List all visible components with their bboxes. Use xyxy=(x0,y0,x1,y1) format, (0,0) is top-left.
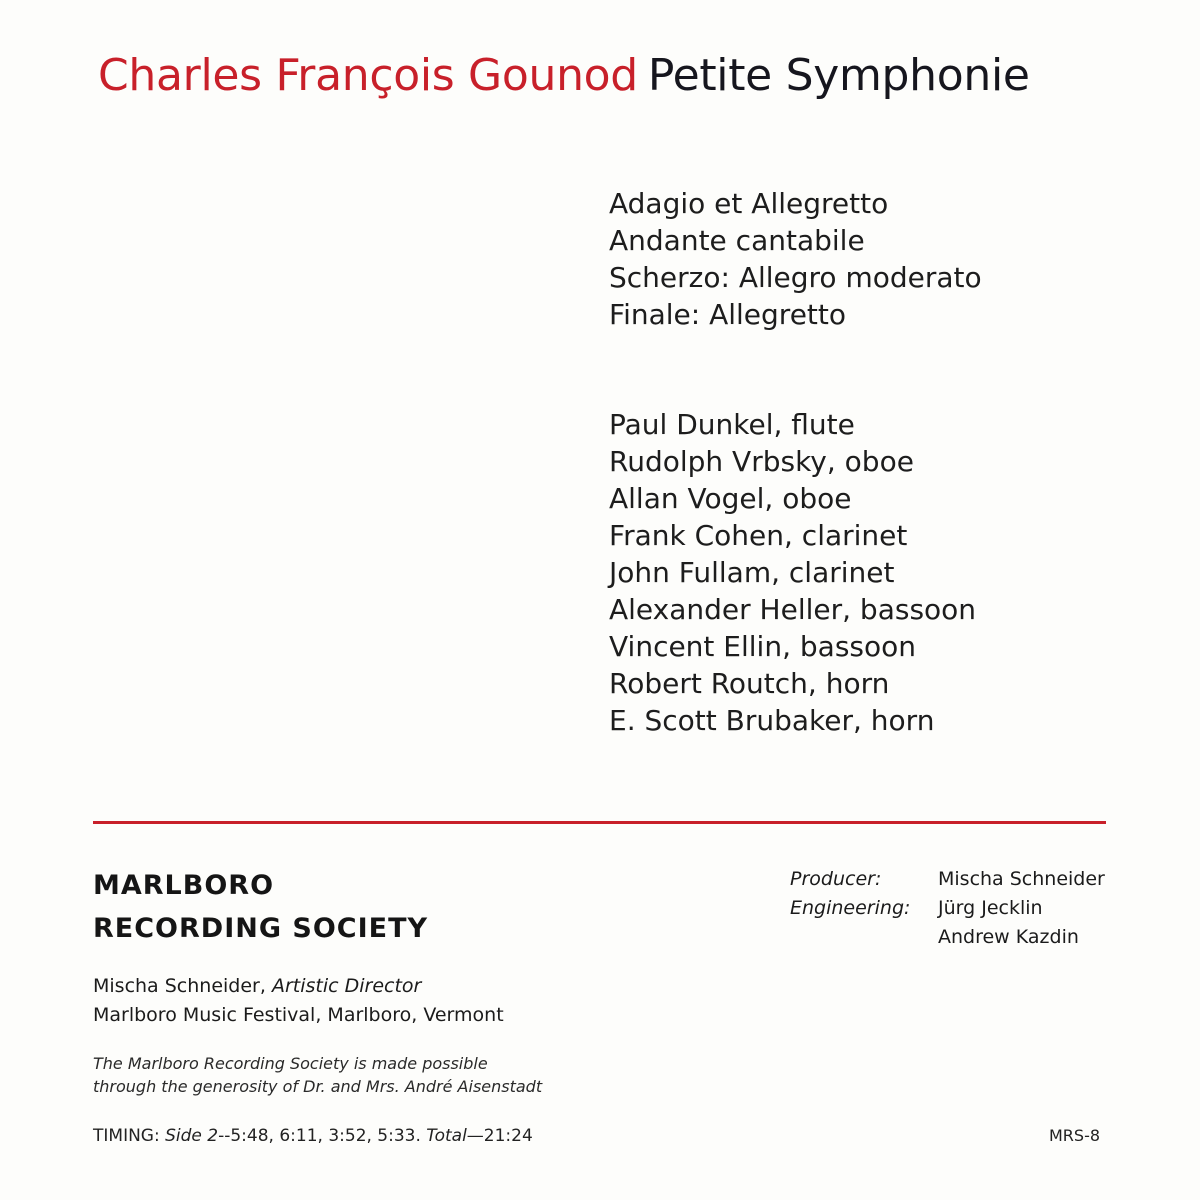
divider-rule xyxy=(93,821,1106,824)
society-name-line1: MARLBORO xyxy=(93,870,275,901)
engineering-label: Engineering: xyxy=(790,897,911,919)
performer-item: Allan Vogel, oboe xyxy=(609,482,852,515)
performers-list xyxy=(609,406,976,739)
artistic-director-line xyxy=(93,972,504,1001)
performer-item: Vincent Ellin, bassoon xyxy=(609,630,917,663)
engineer-name: Andrew Kazdin xyxy=(938,926,1079,948)
society-name-line2: RECORDING SOCIETY xyxy=(93,913,429,944)
performer-item: Paul Dunkel, flute xyxy=(609,408,855,441)
timing-total-label: Total xyxy=(426,1126,467,1146)
performer-item: Alexander Heller, bassoon xyxy=(609,593,977,626)
timing-label: TIMING: xyxy=(93,1126,160,1146)
sponsor-note xyxy=(93,1052,542,1098)
performer-item: John Fullam, clarinet xyxy=(609,556,895,589)
composer-name: Charles François Gounod xyxy=(98,50,638,101)
director-role: Artistic Director xyxy=(271,975,422,997)
producer-label: Producer: xyxy=(790,868,882,890)
performer-item: Frank Cohen, clarinet xyxy=(609,519,908,552)
timing-side: Side 2 xyxy=(165,1126,219,1146)
timing-line xyxy=(93,1124,533,1148)
page-title xyxy=(98,48,1030,104)
movement-item: Scherzo: Allegro moderato xyxy=(609,261,982,294)
director-name: Mischa Schneider, xyxy=(93,975,266,997)
engineer-name: Jürg Jecklin xyxy=(938,897,1043,919)
festival-line: Marlboro Music Festival, Marlboro, Vermont xyxy=(93,1004,504,1026)
society-name xyxy=(93,864,428,950)
production-credits xyxy=(790,865,1110,955)
movements-list xyxy=(609,185,982,333)
timing-values: --5:48, 6:11, 3:52, 5:33. xyxy=(218,1126,421,1146)
sponsor-note-line1: The Marlboro Recording Society is made possible xyxy=(93,1054,488,1073)
performer-item: Robert Routch, horn xyxy=(609,667,890,700)
work-title: Petite Symphonie xyxy=(647,50,1030,101)
producer-name: Mischa Schneider xyxy=(938,868,1105,890)
timing-total: —21:24 xyxy=(466,1126,533,1146)
movement-item: Andante cantabile xyxy=(609,224,865,257)
movement-item: Adagio et Allegretto xyxy=(609,187,889,220)
performer-item: E. Scott Brubaker, horn xyxy=(609,704,935,737)
catalog-number: MRS-8 xyxy=(1049,1126,1101,1145)
sponsor-note-line2: through the generosity of Dr. and Mrs. André Aisenstadt xyxy=(93,1077,543,1096)
performer-item: Rudolph Vrbsky, oboe xyxy=(609,445,914,478)
society-details xyxy=(93,972,504,1030)
movement-item: Finale: Allegretto xyxy=(609,298,847,331)
